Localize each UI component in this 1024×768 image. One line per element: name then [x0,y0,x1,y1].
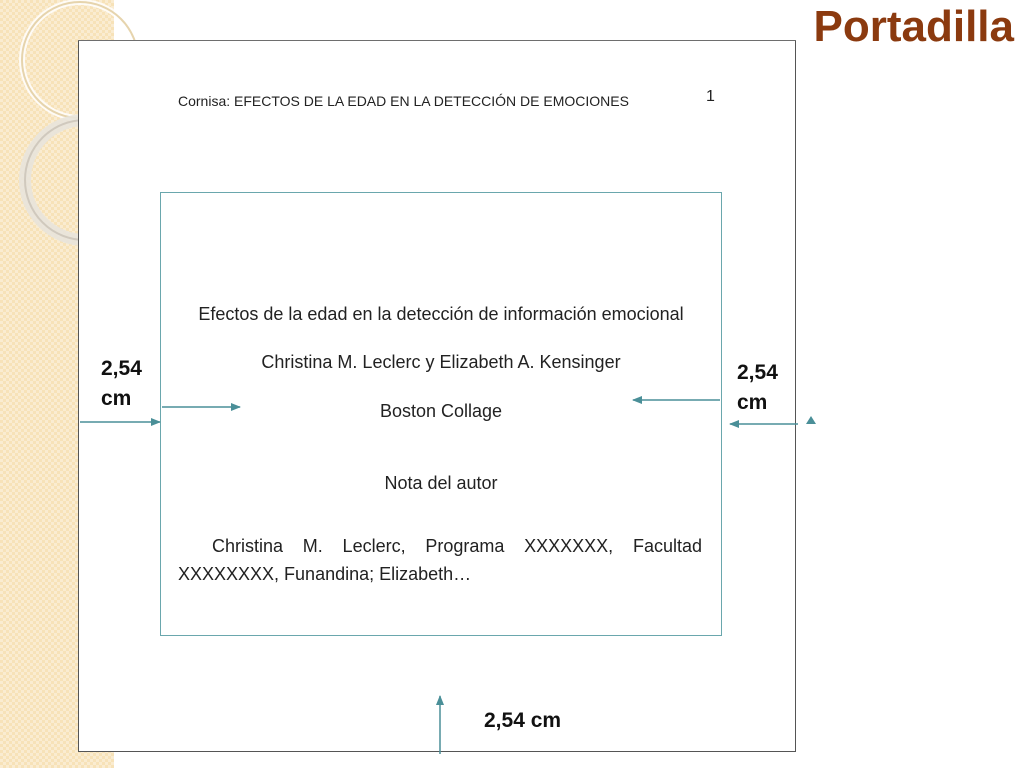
right-margin-tick [806,416,816,424]
page-number: 1 [706,88,715,105]
left-margin-label: 2,54 cm [101,357,142,410]
slide-title: Portadilla [813,2,1014,51]
bottom-margin-label: 2,54 cm [484,709,562,732]
right-margin-label: 2,54 cm [737,361,778,414]
author-note-heading: Nota del autor [384,473,498,493]
paper-authors: Christina M. Leclerc y Elizabeth A. Kensinger [261,352,621,372]
paper-title: Efectos de la edad en la detección de información emocional [198,304,684,324]
institution: Boston Collage [379,401,503,421]
running-head: Cornisa: EFECTOS DE LA EDAD EN LA DETECCIÓN DE EMOCIONES [178,93,629,109]
author-note-text: Christina M. Leclerc, Programa XXXXXXX, Facultad XXXXXXXX, Funandina; Elizabeth… [178,536,702,584]
